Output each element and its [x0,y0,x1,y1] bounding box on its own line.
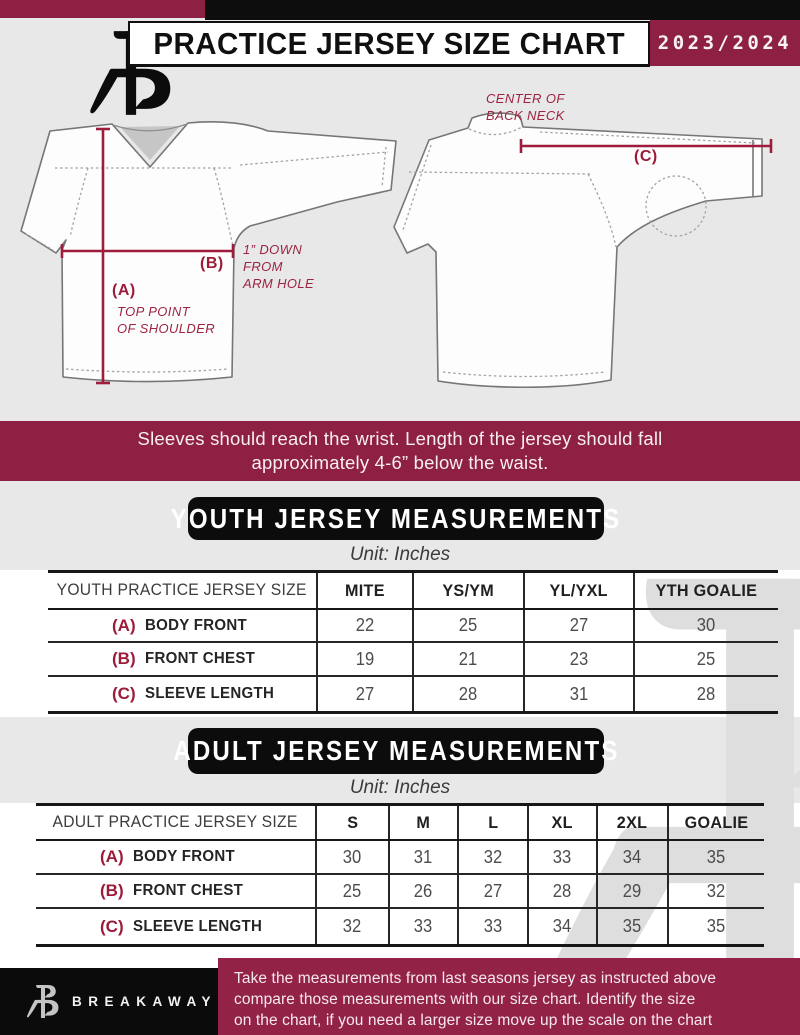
col-yth-goalie: YTH GOALIE [655,580,758,600]
col-mite: MITE [345,580,385,600]
table-row: (A) BODY FRONT 30 31 32 33 34 35 [36,841,764,875]
table-row: (C) SLEEVE LENGTH 32 33 33 34 35 35 [36,909,764,944]
adult-unit-label: Unit: Inches [349,777,451,798]
youth-unit-label: Unit: Inches [349,544,451,565]
youth-size-table [48,570,778,714]
footer-instructions: Take the measurements from last seasons jersey as instructed above compare those measurements with our size chart. Identify the size on the chart, if you need a larger size move up the scale on the chart [218,958,800,1035]
measure-tag-b: (B) [200,255,224,272]
row-label: BODY FRONT [132,848,235,865]
adult-size-table [36,803,764,947]
row-tag: (A) [112,615,136,635]
row-label: BODY FRONT [144,616,247,634]
page-title: PRACTICE JERSEY SIZE CHART [153,25,625,61]
row-label: SLEEVE LENGTH [132,917,262,935]
col-goalie: GOALIE [684,812,749,832]
row-label: FRONT CHEST [144,650,255,667]
armhole-note: 1” DOWN FROM ARM HOLE [243,242,315,291]
col-2xl: 2XL [617,812,648,832]
col-l: L [487,812,499,832]
measure-tag-a: (A) [112,282,136,299]
row-tag: (B) [112,649,136,668]
table-header-row [48,573,778,610]
table-row: (A) BODY FRONT 22 25 27 30 [48,610,778,643]
back-jersey-drawing [394,113,762,387]
row-tag: (B) [100,881,124,900]
youth-section-banner: YOUTH JERSEY MEASUREMENTS [188,497,604,540]
col-s: S [346,812,359,832]
row-tag: (C) [100,916,124,936]
adult-section-banner: ADULT JERSEY MEASUREMENTS [188,728,604,774]
col-xl: XL [551,812,574,832]
brand-name: BREAKAWAY [72,994,218,1009]
adult-size-col-label: ADULT PRACTICE JERSEY SIZE [52,813,299,831]
row-tag: (A) [100,847,124,866]
table-header-row [36,806,764,841]
table-row: (B) FRONT CHEST 19 21 23 25 [48,643,778,677]
fit-notice-banner: Sleeves should reach the wrist. Length of the jersey should fall approximately 4-6” below the waist. [0,421,800,481]
row-label: FRONT CHEST [132,882,243,899]
footer-brand-block [0,968,218,1035]
col-ylyxl: YL/YXL [549,580,609,600]
season-label: 2023/2024 [657,32,793,54]
col-m: M [416,812,431,832]
row-tag: (C) [112,684,136,703]
table-row: (C) SLEEVE LENGTH 27 28 31 28 [48,677,778,711]
table-row: (B) FRONT CHEST 25 26 27 28 29 32 [36,875,764,909]
col-ysym: YS/YM [442,580,495,600]
youth-size-col-label: YOUTH PRACTICE JERSEY SIZE [56,581,308,599]
row-label: SLEEVE LENGTH [144,685,274,702]
measure-tag-c: (C) [634,148,658,165]
back-neck-note: CENTER OF BACK NECK [486,91,565,123]
shoulder-note: TOP POINT OF SHOULDER [117,304,216,336]
breakaway-logo-icon [26,983,60,1020]
